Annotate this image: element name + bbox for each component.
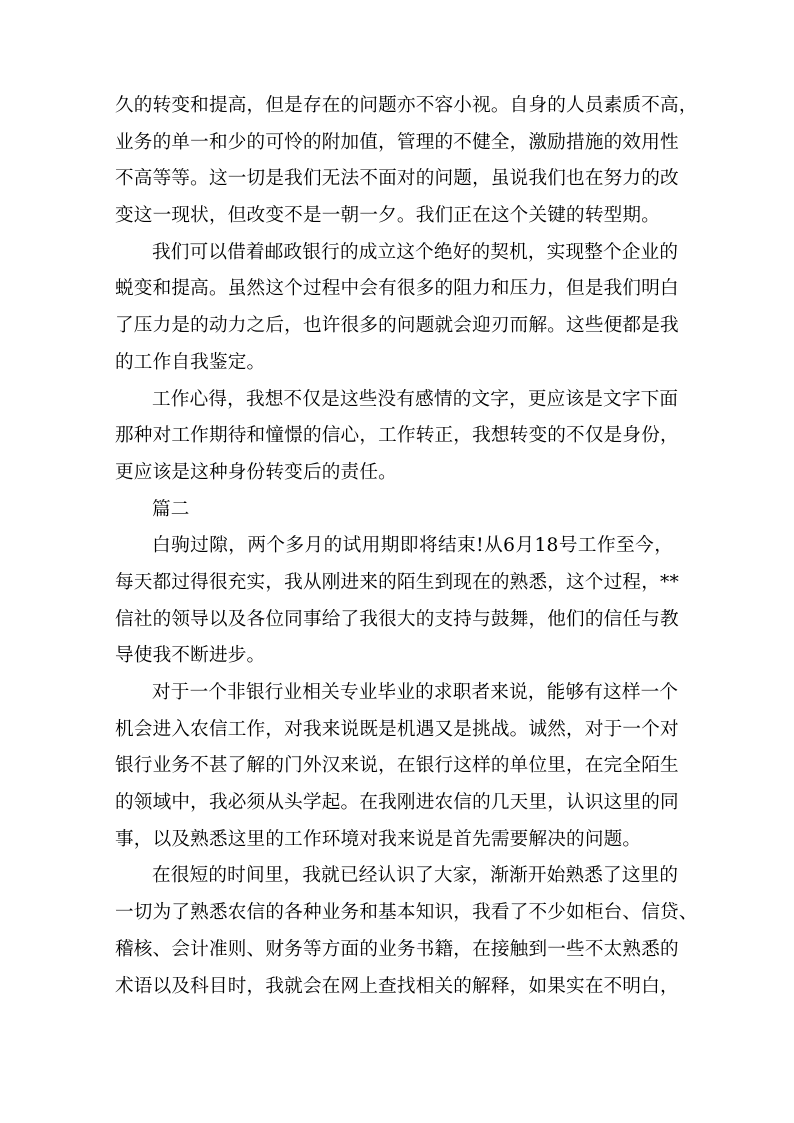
document-page xyxy=(115,88,698,1005)
text-line: 工作心得，我想不仅是这些没有感情的文字，更应该是文字下面 xyxy=(152,388,679,410)
text-line: 机会进入农信工作，对我来说既是机遇又是挑战。诚然，对于一个对 xyxy=(115,718,679,740)
text-line: 稽核、会计准则、财务等方面的业务书籍，在接触到一些不太熟悉的 xyxy=(115,938,679,960)
text-line: 了压力是的动力之后，也许很多的问题就会迎刃而解。这些便都是我 xyxy=(115,315,679,337)
text-line: 对于一个非银行业相关专业毕业的求职者来说，能够有这样一个 xyxy=(152,682,679,703)
text-line: 久的转变和提高，但是存在的问题亦不容小视。自身的人员素质不高， xyxy=(115,95,698,116)
text-line: 在很短的时间里，我就已经认识了大家，渐渐开始熟悉了这里的 xyxy=(152,865,679,887)
text-line: 银行业务不甚了解的门外汉来说，在银行这样的单位里，在完全陌生 xyxy=(115,755,679,777)
text-line: 信社的领导以及各位同事给了我很大的支持与鼓舞，他们的信任与教 xyxy=(115,608,679,630)
text-line: 的领域中，我必须从头学起。在我刚进农信的几天里，认识这里的同 xyxy=(115,792,679,814)
text-line: 蜕变和提高。虽然这个过程中会有很多的阻力和压力，但是我们明白 xyxy=(115,278,679,300)
text-line: 一切为了熟悉农信的各种业务和基本知识，我看了不少如柜台、信贷、 xyxy=(115,902,698,924)
text-line: 业务的单一和少的可怜的附加值，管理的不健全，激励措施的效用性 xyxy=(115,131,679,153)
text-line: 更应该是这种身份转变后的责任。 xyxy=(115,461,397,483)
text-line: 术语以及科目时，我就会在网上查找相关的解释，如果实在不明白， xyxy=(115,975,679,997)
section-heading: 篇二 xyxy=(152,498,190,520)
text-line: 变这一现状，但改变不是一朝一夕。我们正在这个关键的转型期。 xyxy=(115,205,661,227)
text-line: 我们可以借着邮政银行的成立这个绝好的契机，实现整个企业的 xyxy=(152,241,679,263)
text-line: 导使我不断进步。 xyxy=(115,645,266,667)
text-line: 那种对工作期待和憧憬的信心，工作转正，我想转变的不仅是身份， xyxy=(115,425,679,447)
text-line: 的工作自我鉴定。 xyxy=(115,351,266,373)
text-line: 事，以及熟悉这里的工作环境对我来说是首先需要解决的问题。 xyxy=(115,828,642,850)
text-line: 每天都过得很充实，我从刚进来的陌生到现在的熟悉，这个过程，** xyxy=(115,571,680,593)
text-line: 不高等等。这一切是我们无法不面对的问题，虽说我们也在努力的改 xyxy=(115,168,679,190)
text-line: 白驹过隙，两个多月的试用期即将结束!从6月18号工作至今， xyxy=(152,535,673,557)
